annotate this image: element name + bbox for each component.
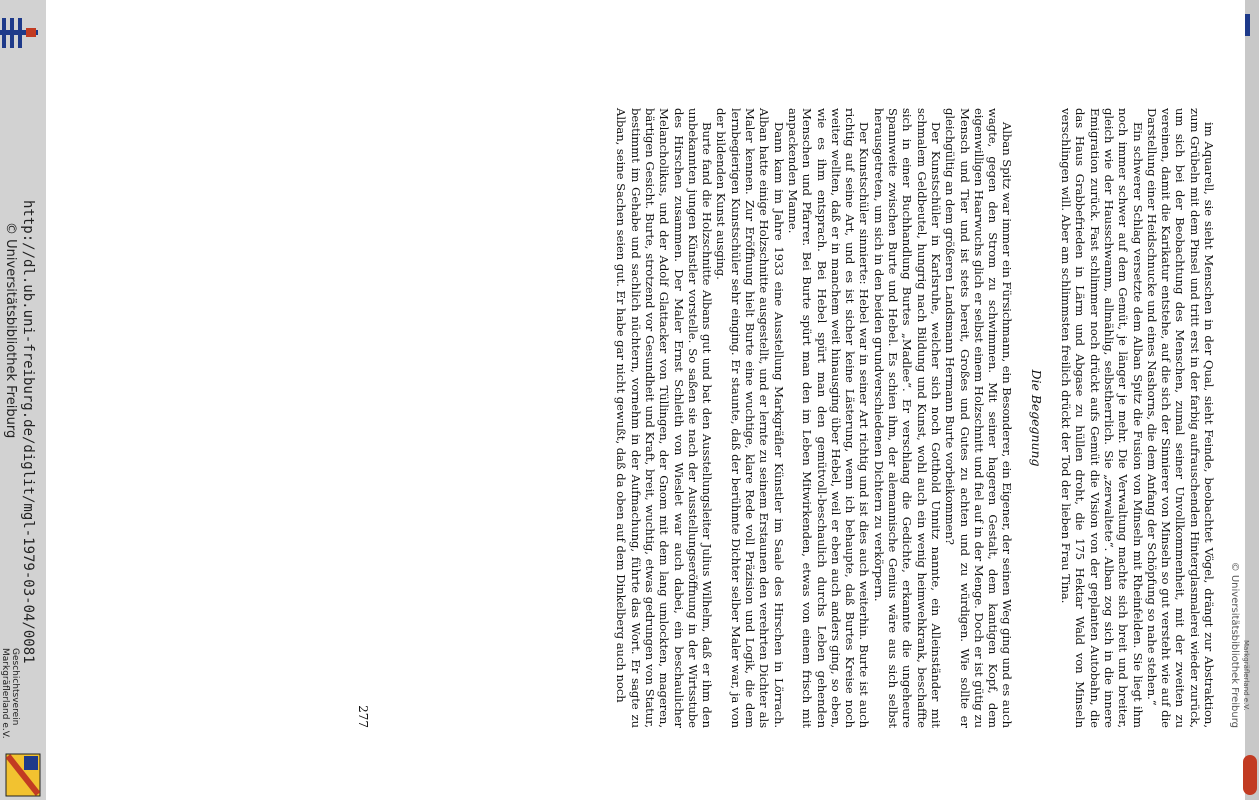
book-page [200, 108, 1240, 728]
right-edge-seal-icon [1243, 755, 1257, 795]
source-url[interactable]: http://dl.ub.uni-freiburg.de/diglit/mgl-1979-03-04/0081 [20, 200, 36, 664]
copyright-notice: © Universitätsbibliothek Freiburg [3, 222, 18, 439]
page-header-fragment: © Universitätsbibliothek Freiburg [1229, 561, 1240, 728]
verein-label-line2: Markgräflerland e.V. [0, 648, 10, 739]
paragraph: im Aquarell, sie sieht Menschen in der Qual, sieht Feinde, beobachtet Vögel, drängt zur Abstraktion, zum Grübeln mit dem Pinsel und tritt erst in der farbig aufrauschenden Hinterglasmalerei wieder zurück, um sich bei der Beobachtung des Menschen, zumal seiner Unvollkommenheit, mit der zweiten zu vereinen, damit die Karikatur entstehe, auf die sich der Sinnierer von Minseln so gut versteht wie auf die Darstellung einer Heidschnucke und eines Nashorns, die dem Anfang der Schöpfung so nahe stehen.“ [1144, 108, 1216, 728]
paragraph: Burte fand die Holzschnitte Albans gut und bat den Ausstellungsleiter Julius Wilhelm, daß er ihm den unbekannten jungen Künstler vorstelle. So saßen sie nach der Ausstellungseröffnung in der Wirtsstube des Hirschen zusammen. Der Maler Ernst Schleith von Wieslet war auch dabei, ein beschaulicher Melancholikus, und der Adolf Glattacker von Tüllingen, der Gnom mit dem lang umlockten, mageren, bärtigen Gesicht. Burte, strotzend vor Gesundheit und Kraft, breit, wuchtig, etwas gedrungen von Statur, bestimmt im Gehabe und sachlich nüchtern, vornehm in der Aufmachung, führte das Wort. Er sagte zu Alban, seine Sachen seien gut. Er habe gar nicht gewußt, daß da oben auf dem Dinkelberg auch noch [614, 108, 715, 728]
right-edge-mark [1245, 14, 1250, 36]
paragraph: Der Kunstschüler sinnierte: Hebel war in seiner Art richtig und ist dies auch weiterhin. Burte ist auch richtig auf seine Art, und es ist sicher keine Lästerung, wenn ich behaupte, daß Burtes Kreise noch weiter wellten, daß er in manchem weit hinausging über Hebel, weil er eben auch anders ging, so eben, wie es ihm entsprach. Bei Hebel spürt man den gemütvoll-beschaulich durchs Leben gehenden Menschen und Pfarrer. Bei Burte spürt man den im Leben Mitwirkenden, etwas von einem frisch mit anpackenden Manne. [785, 108, 872, 728]
page-number: 277 [356, 705, 370, 728]
library-logo-icon [0, 16, 38, 50]
page-body [614, 108, 1216, 728]
paragraph: Der Kunstschüler in Karlsruhe, welcher sich noch Gotthold Unnitz nannte, ein Alleinständer mit schmalem Geldbeutel, hungrig nach Bildung und Kunst, wohl auch ein wenig heimwehkrank, beschaffte sich in einer Buchhandlung Burtes „Madlee“. Er verschlang die Gedichte, erkannte die ungeheure Spannweite zwischen Burte und Hebel. Es schien ihm, der alemannische Genius wäre aus sich selbst herausgetreten, um sich in den beiden grundverschiedenen Dichtern zu verkörpern. [871, 108, 943, 728]
right-edge-fragment: Markgräflerland e.V. [1242, 640, 1250, 711]
verein-label [0, 648, 20, 739]
paragraph: Ein schwerer Schlag versetzte dem Alban Spitz die Fusion von Minseln mit Rheinfelden. Sie liegt ihm noch immer schwer auf dem Gemüt, je länger je mehr. Die Verwaltung machte sich breit und breiter, gleich wie der Hausschwamm, allmählig, selbstherrlich. Sie „zerwaltete“. Alban zog sich in die innere Emigration zurück. Fast schlimmer noch drückt aufs Gemüt die Vision von der geplanten Autobahn, die das Haus Grabbefrieden in Lärm und Abgase zu hüllen droht, die 175 Hektar Wald von Minseln verschlingen will. Aber am schlimmsten freilich drückt der Tod der lieben Frau Tina. [1059, 108, 1145, 728]
verein-label-line1: Geschichtsverein [10, 648, 20, 726]
paragraph: Dann kam im Jahre 1933 eine Ausstellung Markgräfler Künstler im Saale des Hirschen in Lörrach. Alban hatte einige Holzschnitte ausgestellt, und er lernte zu seinem Erstaunen den verehrten Dichter als Maler kennen. Zur Eröffnung hielt Burte eine wuchtige, klare Rede voll Präzision und Logik, die dem lernbegierigen Kunstschüler sehr einging. Er staunte, daß der berühmte Dichter selber Maler war, ja von der bildenden Kunst ausging. [714, 108, 786, 728]
section-title: Die Begegnung [1028, 369, 1044, 467]
verein-coat-of-arms-icon [4, 752, 42, 798]
paragraph: Alban Spitz war immer ein Fürsichmann, ein Besonderer, ein Eigener, der seinen Weg ging und es auch wagte, gegen den Strom zu schwimmen. Mit seiner hageren Gestalt, dem kantigen Kopf, dem eigenwilligen Haarwuchs glich er selbst einem Holzschnitt und fiel auf in der Menge. Doch er ist gütig zu Mensch und Tier und ist stets bereit, Großes und Gutes zu achten und zu würdigen. Wie sollte er gleichgültig an dem größeren Landsmann Hermann Burte vorbeikommen? [943, 108, 1015, 728]
